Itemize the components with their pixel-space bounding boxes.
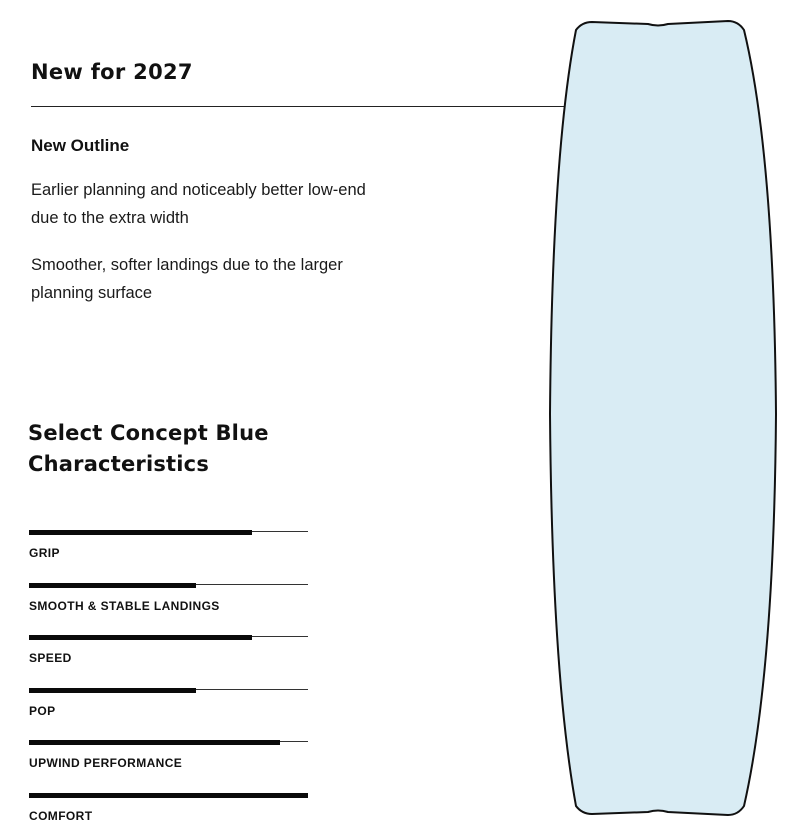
characteristic-label: GRIP — [29, 546, 60, 560]
rating-bar-fill — [29, 793, 308, 798]
characteristic-speed — [29, 625, 308, 678]
characteristic-upwind — [29, 730, 308, 783]
board-shape — [550, 21, 776, 815]
rating-bar-fill — [29, 530, 252, 535]
kiteboard-outline-image — [548, 14, 784, 822]
characteristic-label: SMOOTH & STABLE LANDINGS — [29, 598, 220, 613]
rating-bar-fill — [29, 688, 196, 693]
characteristic-label: UPWIND PERFORMANCE — [29, 756, 183, 770]
characteristic-grip — [29, 520, 308, 573]
rating-bar-fill — [29, 740, 280, 745]
characteristic-smooth-landings — [29, 573, 308, 626]
characteristic-label: POP — [29, 703, 56, 718]
outline-paragraph-1: Earlier planning and noticeably better low-end due to the extra width — [31, 181, 366, 227]
characteristics-list — [29, 520, 308, 835]
rating-bar-fill — [29, 635, 252, 640]
title-divider — [31, 106, 565, 107]
outline-heading: New Outline — [31, 136, 130, 155]
characteristic-comfort — [29, 783, 308, 836]
characteristic-pop — [29, 678, 308, 731]
characteristics-title: Select Concept Blue Characteristics — [28, 421, 269, 476]
section-title: New for 2027 — [31, 60, 193, 84]
rating-bar-fill — [29, 583, 196, 588]
characteristic-label: SPEED — [29, 651, 72, 665]
characteristic-label: COMFORT — [29, 808, 93, 823]
outline-paragraph-2: Smoother, softer landings due to the larger planning surface — [31, 256, 343, 302]
